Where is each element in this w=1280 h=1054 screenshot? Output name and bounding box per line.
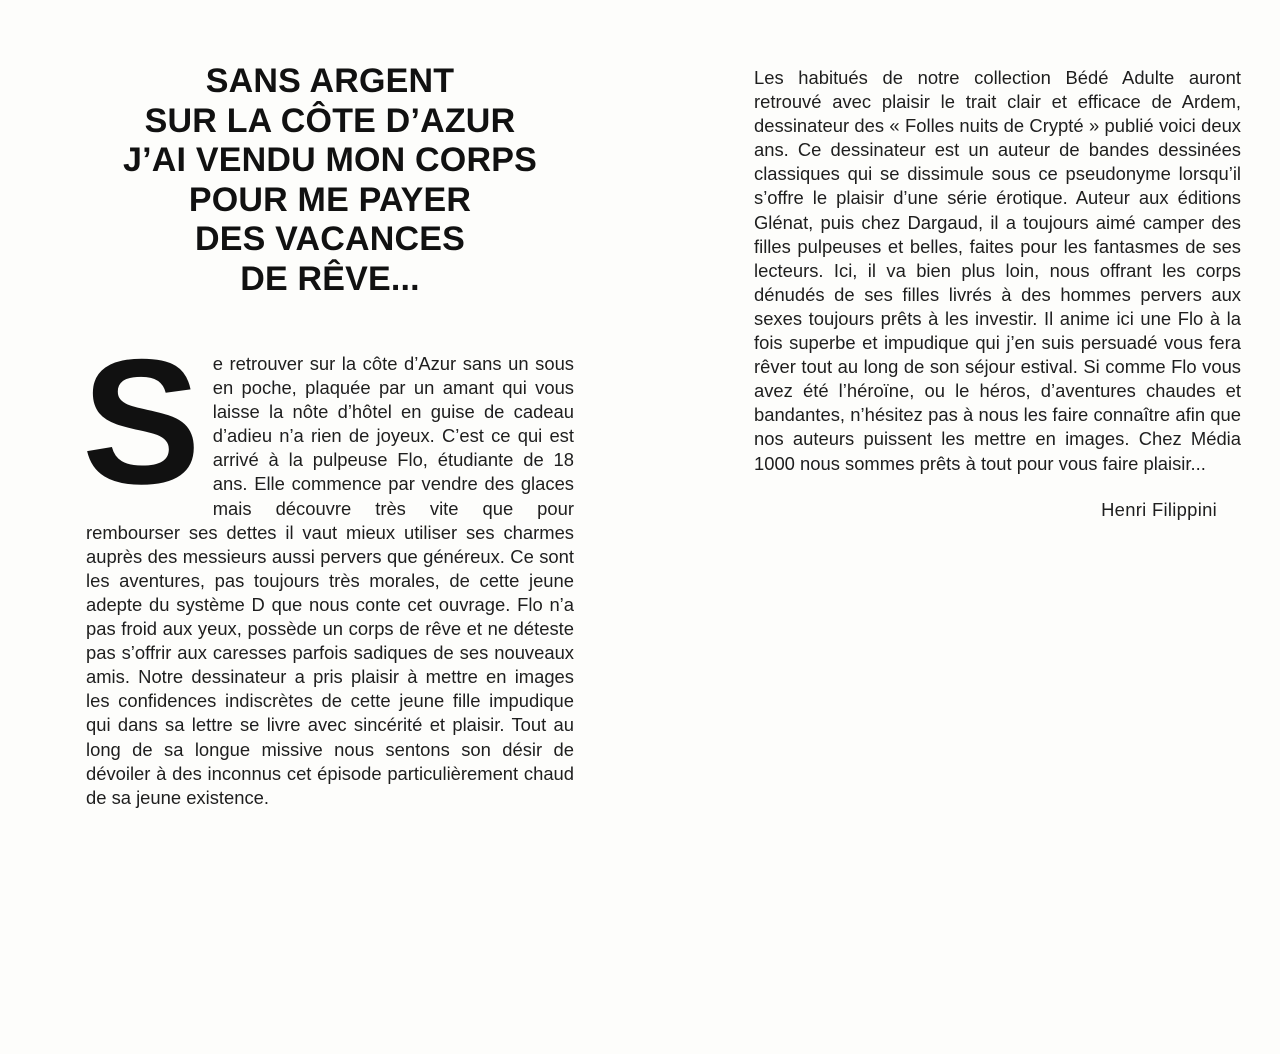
headline-line-3: J’AI VENDU MON CORPS <box>123 141 537 179</box>
headline-line-6: DE RÊVE... <box>240 259 420 298</box>
author-signature: Henri Filippini <box>1101 498 1217 520</box>
intro-text: e retrouver sur la côte d’Azur sans un sous en poche, plaquée par un amant qui vous laisse la nôte d’hôtel en guise de cadeau d’adieu n’a rien de joyeux. C’est ce qui est arrivé à la pulpeuse Flo, étudiante de 18 ans. Elle commence par vendre des glaces mais découvre très vite que pour rembourser ses dettes il vaut mieux utiliser ses charmes auprès des messieurs aussi pervers que généreux. Ce sont les aventures, pas toujours très morales, de cette jeune adepte du système D que nous conte cet ouvrage. Flo n’a pas froid aux yeux, possède un corps de rêve et ne déteste pas s’offrir aux caresses parfois sadiques de ses nouveaux amis. Notre dessinateur a pris plaisir à mettre en images les confidences indiscrètes de cette jeune fille impudique qui dans sa lettre se livre avec sincérité et plaisir. Tout au long de sa longue missive nous sentons son désir de dévoiler à des inconnus cet épisode particulièrement chaud de sa jeune existence. <box>86 353 574 808</box>
preface-paragraph: Les habitués de notre collection Bédé Adulte auront retrouvé avec plaisir le trait clair et efficace de Ardem, dessinateur des « Folles nuits de Crypté » publié voici deux ans. Ce dessinateur est un auteur de bandes dessinées classiques qui se dissimule sous ce pseudonyme lorsqu’il s’offre le plaisir d’une série érotique. Auteur aux éditions Glénat, puis chez Dargaud, il a toujours aimé camper des filles pulpeuses et belles, faites pour les fantasmes de ses lecteurs. Ici, il va bien plus loin, nous offrant les corps dénudés de ses filles livrés à des hommes pervers aux sexes toujours prêts à les investir. Il anime ici une Flo à la fois superbe et impudique qui j’en suis persuadé vous fera rêver tout au long de son séjour estival. Si comme Flo vous avez été l’héroïne, ou le héros, d’aventures chaudes et bandantes, n’hésitez pas à nous les faire connaître afin que nos auteurs puissent les mettre en images. Chez Média 1000 nous sommes prêts à tout pour vous faire plaisir... <box>754 67 1241 474</box>
drop-cap-letter: S <box>82 322 199 521</box>
page-headline <box>86 62 574 299</box>
headline-line-1: SANS ARGENT <box>205 62 455 100</box>
headline-line-2: SUR LA CÔTE D’AZUR <box>144 101 516 140</box>
intro-paragraph <box>82 322 574 810</box>
right-page <box>754 66 1241 522</box>
headline-line-5: DES VACANCES <box>194 220 466 258</box>
headline-line-4: POUR ME PAYER <box>188 180 472 219</box>
left-page <box>82 62 574 810</box>
